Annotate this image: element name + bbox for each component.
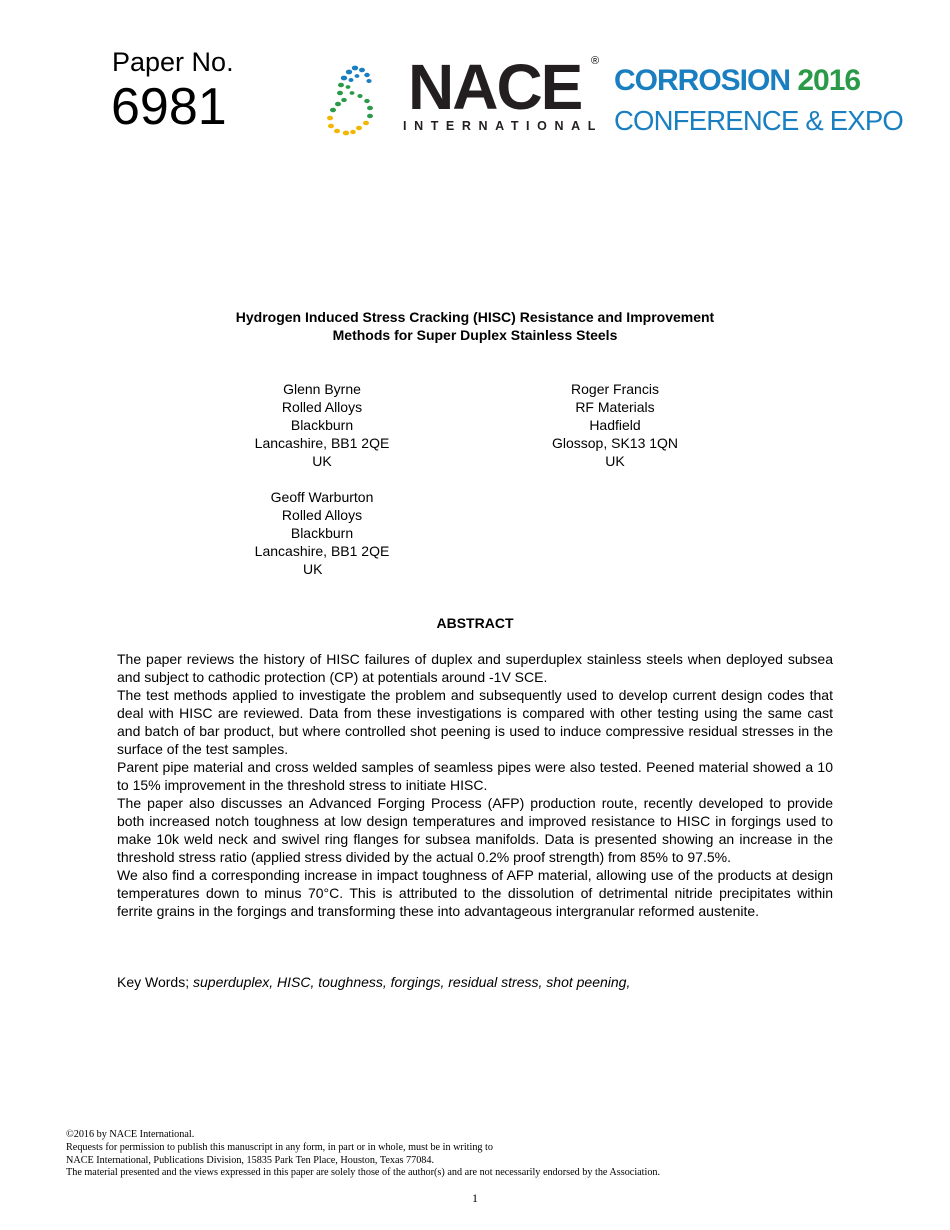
nace-logo-mark [322, 58, 412, 138]
author-city: Blackburn [290, 525, 354, 541]
abstract-paragraph: The paper also discusses an Advanced Forging Process (AFP) production route, recently developed to provide both increased notch toughness at low design temperatures and improved resistance to HISC in forgings used to make 10k weld neck and swivel ring flanges for subsea manifolds. Data is presented showing an increase in the threshold stress ratio (applied stress divided by the actual 0.2% proof strength) from 85% to 97.5%. [117, 795, 833, 865]
author-country: UK [312, 453, 332, 469]
author-city: Hadfield [589, 417, 641, 433]
author-org: Rolled Alloys [281, 507, 363, 523]
title-line-2: Methods for Super Duplex Stainless Steels [332, 327, 618, 343]
nace-wordmark: NACE [408, 51, 582, 123]
footer-line: Requests for permission to publish this manuscript in any form, in part or in whole, must be in writing to [66, 1141, 493, 1153]
paper-title [117, 308, 833, 344]
logo-dots [327, 66, 373, 136]
author-country: UK [303, 561, 323, 577]
author-block [202, 488, 442, 578]
author-region: Glossop, SK13 1QN [551, 435, 679, 451]
nace-subtitle: INTERNATIONAL [403, 119, 603, 133]
conference-year: 2016 [797, 64, 861, 97]
conference-subtitle: CONFERENCE & EXPO [614, 105, 903, 136]
author-region: Lancashire, BB1 2QE [254, 543, 390, 559]
paper-number-label: Paper No. [112, 47, 234, 77]
registered-mark: ® [591, 55, 600, 67]
abstract-body [117, 650, 833, 920]
footer-line: NACE International, Publications Division, 15835 Park Ten Place, Houston, Texas 77084. [66, 1154, 435, 1166]
abstract-paragraph: Parent pipe material and cross welded samples of seamless pipes were also tested. Peened material showed a 10 to 15% improvement in the threshold stress to initiate HISC. [117, 759, 833, 793]
footer-line: The material presented and the views expressed in this paper are solely those of the author(s) and are not necessarily endorsed by the Association. [66, 1167, 661, 1179]
author-city: Blackburn [290, 417, 354, 433]
author-country: UK [605, 453, 625, 469]
author-block [495, 380, 735, 470]
author-org: Rolled Alloys [281, 399, 363, 415]
keywords [117, 973, 833, 991]
page-number: 1 [472, 1191, 478, 1205]
abstract-heading: ABSTRACT [436, 615, 514, 631]
author-org: RF Materials [575, 399, 655, 415]
abstract-paragraph: We also find a corresponding increase in impact toughness of AFP material, allowing use of the products at design temperatures down to minus 70°C. This is attributed to the dissolution of detrimental nitride precipitates within ferrite grains in the forgings and transforming these into advantageous intergranular reformed austenite. [117, 867, 833, 919]
author-block [202, 380, 442, 470]
conference-word: CORROSION [614, 64, 791, 97]
title-line-1: Hydrogen Induced Stress Cracking (HISC) Resistance and Improvement [235, 309, 715, 325]
conference-title [614, 63, 860, 99]
author-name: Geoff Warburton [270, 489, 374, 505]
author-name: Glenn Byrne [283, 381, 361, 397]
copyright-footer [66, 1129, 906, 1180]
footer-line: ©2016 by NACE International. [66, 1129, 195, 1140]
abstract-paragraph: The paper reviews the history of HISC failures of duplex and superduplex stainless steels when deployed subsea and subject to cathodic protection (CP) at potentials around -1V SCE. [117, 651, 833, 685]
keywords-label: Key Words; [117, 974, 193, 990]
paper-number: 6981 [111, 78, 227, 136]
author-name: Roger Francis [571, 381, 659, 397]
author-region: Lancashire, BB1 2QE [254, 435, 390, 451]
abstract-paragraph: The test methods applied to investigate the problem and subsequently used to develop current design codes that deal with HISC are reviewed. Data from these investigations is compared with other testing using the same cast and batch of bar product, but where controlled shot peening is used to induce compressive residual stresses in the surface of the test samples. [117, 687, 833, 757]
keywords-values: superduplex, HISC, toughness, forgings, residual stress, shot peening, [193, 974, 631, 990]
